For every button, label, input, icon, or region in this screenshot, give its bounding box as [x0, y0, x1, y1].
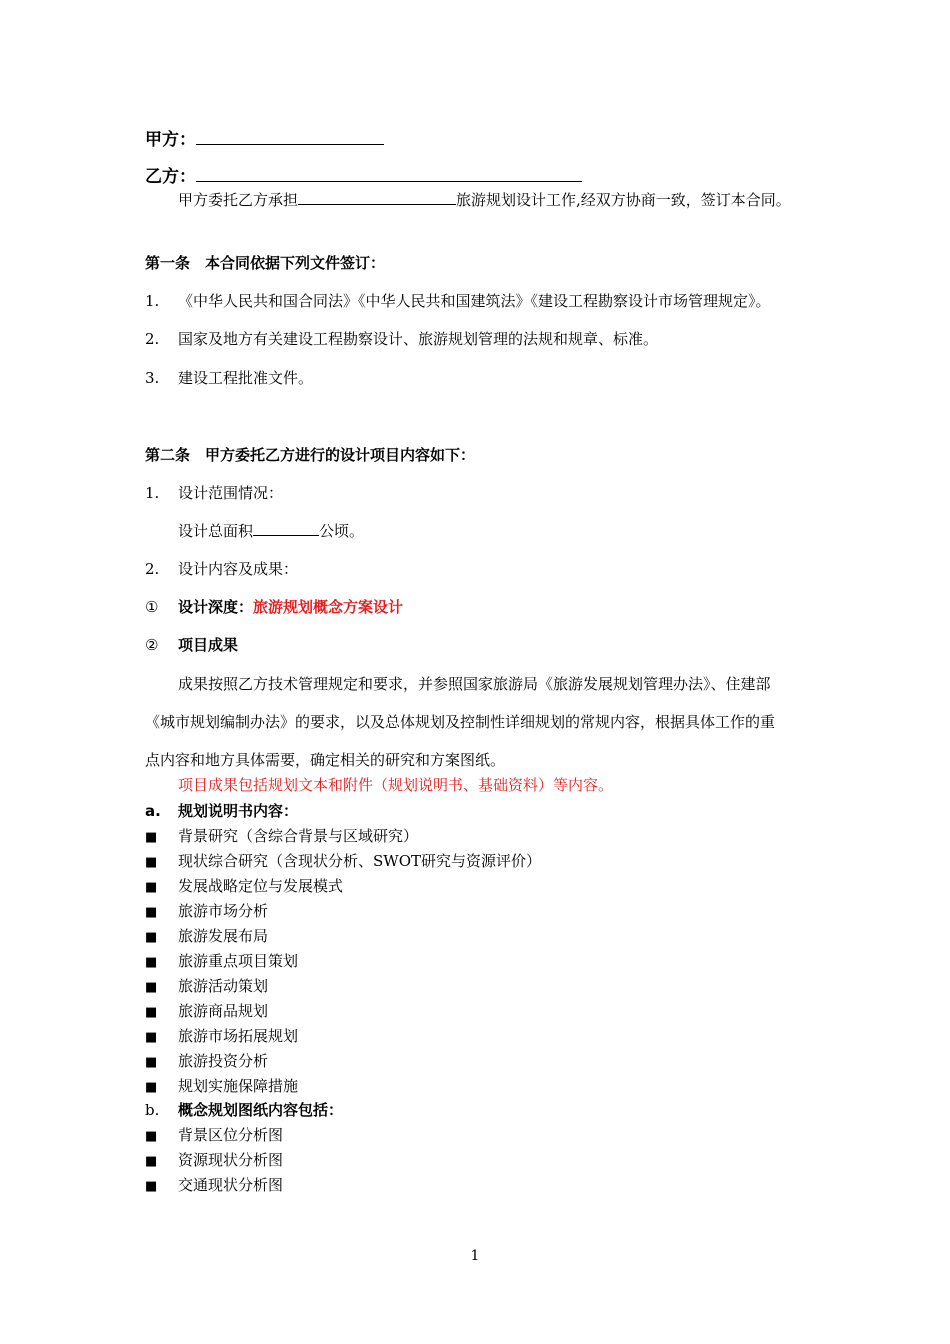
project-result-label: 项目成果: [178, 636, 239, 654]
square-bullet-icon: ■: [145, 1080, 158, 1095]
article1-title: 第一条 本合同依据下列文件签订：: [145, 254, 386, 272]
section-a-title: 规划说明书内容：: [178, 802, 299, 820]
section-b-title: 概念规划图纸内容包括：: [178, 1101, 344, 1119]
list-item-text: 旅游活动策划: [178, 977, 269, 995]
square-bullet-icon: ■: [145, 1030, 158, 1045]
list-item-text: 现状综合研究（含现状分析、SWOT研究与资源评价）: [178, 852, 541, 870]
list-item-text: 旅游市场拓展规划: [178, 1027, 299, 1045]
section-b-heading: [145, 1100, 343, 1120]
list-item: [145, 851, 541, 873]
list-item-text: 旅游商品规划: [178, 1002, 269, 1020]
item-number: 3.: [145, 369, 160, 387]
design-depth-value: 旅游规划概念方案设计: [253, 598, 404, 616]
list-item-text: 交通现状分析图: [178, 1176, 284, 1194]
list-item: [145, 1026, 298, 1048]
area-line: [178, 521, 364, 541]
article1-item: [145, 329, 658, 349]
circled-marker: ②: [145, 636, 159, 654]
intro-blank: [298, 190, 456, 205]
list-item-text: 旅游发展布局: [178, 927, 269, 945]
list-item-text: 发展战略定位与发展模式: [178, 877, 344, 895]
article2-item1: [145, 483, 283, 503]
paragraph-line: 《城市规划编制办法》的要求，以及总体规划及控制性详细规划的常规内容，根据具体工作的重: [145, 713, 776, 731]
list-item-text: 规划实施保障措施: [178, 1077, 299, 1095]
item-text: 国家及地方有关建设工程勘察设计、旅游规划管理的法规和规章、标准。: [178, 330, 659, 348]
list-item: [145, 926, 268, 948]
square-bullet-icon: ■: [145, 1154, 158, 1169]
list-item: [145, 1150, 283, 1172]
project-result-line: [145, 635, 238, 655]
list-item-text: 资源现状分析图: [178, 1151, 284, 1169]
list-item: [145, 1125, 283, 1147]
square-bullet-icon: ■: [145, 830, 158, 845]
list-item: [145, 1076, 298, 1098]
section-marker: a.: [145, 802, 161, 820]
item-text: 设计内容及成果：: [178, 560, 299, 578]
square-bullet-icon: ■: [145, 1005, 158, 1020]
list-item: [145, 901, 268, 923]
red-note: 项目成果包括规划文本和附件（规划说明书、基础资料）等内容。: [178, 776, 614, 794]
page-number: 1: [470, 1248, 480, 1264]
list-item: [145, 1051, 268, 1073]
area-text-after: 公顷。: [319, 522, 365, 540]
square-bullet-icon: ■: [145, 1055, 158, 1070]
square-bullet-icon: ■: [145, 880, 158, 895]
list-item: [145, 976, 268, 998]
area-text-before: 设计总面积: [178, 522, 254, 540]
circled-marker: ①: [145, 598, 159, 616]
item-text: 《中华人民共和国合同法》《中华人民共和国建筑法》《建设工程勘察设计市场管理规定》。: [178, 292, 771, 310]
party-a-label: 甲方：: [145, 130, 196, 150]
square-bullet-icon: ■: [145, 855, 158, 870]
party-a-line: [145, 127, 384, 150]
section-a-heading: [145, 801, 298, 821]
list-item-text: 旅游投资分析: [178, 1052, 269, 1070]
design-depth-line: [145, 597, 403, 617]
section-marker: b.: [145, 1101, 160, 1119]
area-blank: [253, 521, 319, 536]
item-number: 2.: [145, 330, 160, 348]
intro-text-after: 旅游规划设计工作,经双方协商一致，签订本合同。: [456, 191, 791, 209]
intro-text-before: 甲方委托乙方承担: [178, 191, 299, 209]
article2-title: 第二条 甲方委托乙方进行的设计项目内容如下：: [145, 446, 476, 464]
square-bullet-icon: ■: [145, 1129, 158, 1144]
item-number: 1.: [145, 292, 160, 310]
list-item-text: 背景研究（含综合背景与区域研究）: [178, 827, 419, 845]
square-bullet-icon: ■: [145, 930, 158, 945]
design-depth-label: 设计深度：: [178, 598, 254, 616]
square-bullet-icon: ■: [145, 955, 158, 970]
party-b-blank: [196, 164, 582, 182]
party-b-line: [145, 164, 582, 187]
list-item: [145, 1001, 268, 1023]
paragraph-line: 点内容和地方具体需要，确定相关的研究和方案图纸。: [145, 751, 506, 769]
list-item-text: 背景区位分析图: [178, 1126, 284, 1144]
party-a-blank: [196, 127, 384, 145]
list-item: [145, 876, 343, 898]
list-item-text: 旅游市场分析: [178, 902, 269, 920]
list-item: [145, 826, 418, 848]
article1-item: [145, 291, 771, 311]
square-bullet-icon: ■: [145, 980, 158, 995]
list-item-text: 旅游重点项目策划: [178, 952, 299, 970]
item-text: 建设工程批准文件。: [178, 369, 314, 387]
paragraph-line: 成果按照乙方技术管理规定和要求，并参照国家旅游局《旅游发展规划管理办法》、住建部: [178, 675, 771, 693]
list-item: [145, 1175, 283, 1197]
item-number: 1.: [145, 484, 160, 502]
party-b-label: 乙方：: [145, 167, 196, 187]
intro-line: [178, 190, 791, 210]
item-number: 2.: [145, 560, 160, 578]
square-bullet-icon: ■: [145, 1179, 158, 1194]
list-item: [145, 951, 298, 973]
article2-item2: [145, 559, 298, 579]
article1-item: [145, 368, 313, 388]
item-text: 设计范围情况：: [178, 484, 284, 502]
square-bullet-icon: ■: [145, 905, 158, 920]
